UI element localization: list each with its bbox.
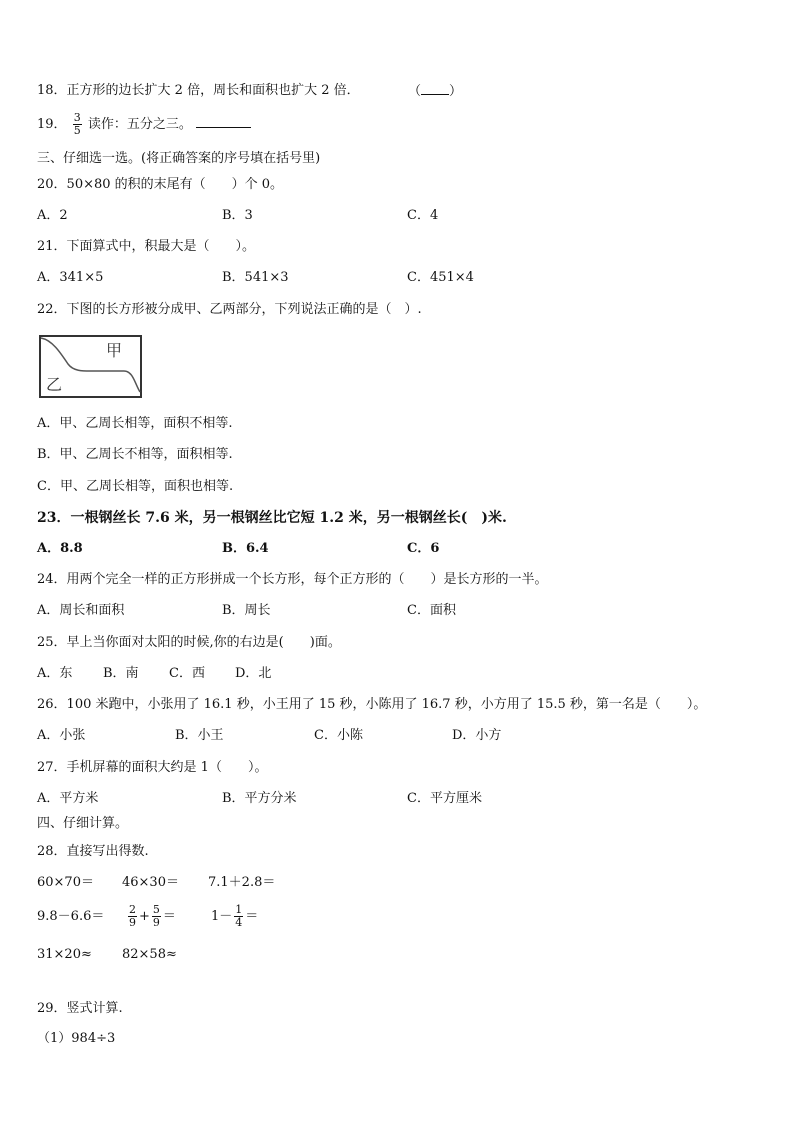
option-21-c[interactable]: C．451×4 <box>407 270 474 285</box>
option-20-b[interactable]: B．3 <box>222 208 253 223</box>
option-24-a[interactable]: A．周长和面积 <box>37 603 125 618</box>
question-29-sub-1: （1）984÷3 <box>37 1031 116 1046</box>
calc-82x58: 82×58≈ <box>122 947 177 962</box>
question-28-text: 28．直接写出得数. <box>37 844 149 859</box>
question-29-text: 29．竖式计算. <box>37 1001 123 1016</box>
rectangle-figure <box>38 334 144 400</box>
label-yi: 乙 <box>46 375 63 394</box>
option-27-a[interactable]: A．平方米 <box>37 791 99 806</box>
option-25-d[interactable]: D．北 <box>235 666 272 681</box>
option-22-a[interactable]: A．甲、乙周长相等，面积不相等. <box>37 416 233 431</box>
option-20-c[interactable]: C．4 <box>407 208 439 223</box>
option-27-c[interactable]: C．平方厘米 <box>407 791 482 806</box>
question-19-number: 19． <box>37 117 67 132</box>
question-22-text: 22．下图的长方形被分成甲、乙两部分，下列说法正确的是（ ）. <box>37 302 422 317</box>
calc-46x30: 46×30＝ <box>122 875 179 890</box>
section-3-heading: 三、仔细选一选。(将正确答案的序号填在括号里) <box>37 151 321 166</box>
question-24-text: 24．用两个完全一样的正方形拼成一个长方形，每个正方形的（ ）是长方形的一半。 <box>37 572 548 587</box>
calc-fraction-sum: $\frac{2}{9}$ + $\frac{5}{9}$ ＝ <box>129 903 176 929</box>
section-4-heading: 四、仔细计算。 <box>37 816 129 831</box>
label-jia: 甲 <box>106 341 123 360</box>
option-23-a[interactable]: A．8.8 <box>37 541 83 556</box>
option-25-b[interactable]: B．南 <box>103 666 139 681</box>
option-21-a[interactable]: A．341×5 <box>37 270 104 285</box>
calc-31x20: 31×20≈ <box>37 947 92 962</box>
option-22-b[interactable]: B．甲、乙周长不相等，面积相等. <box>37 447 233 462</box>
question-25-text: 25．早上当你面对太阳的时候,你的右边是( )面。 <box>37 635 341 650</box>
fraction-three-fifths: $\frac{3}{5}$ <box>73 111 81 137</box>
answer-blank-18[interactable]: （ ） <box>408 84 463 99</box>
option-23-c[interactable]: C．6 <box>407 541 440 556</box>
question-27-text: 27．手机屏幕的面积大约是 1（ ）。 <box>37 760 268 775</box>
question-19 <box>37 112 251 138</box>
option-26-d[interactable]: D．小方 <box>452 728 502 743</box>
option-22-c[interactable]: C．甲、乙周长相等，面积也相等. <box>37 479 234 494</box>
option-25-a[interactable]: A．东 <box>37 666 73 681</box>
option-21-b[interactable]: B．541×3 <box>222 270 289 285</box>
option-26-a[interactable]: A．小张 <box>37 728 86 743</box>
question-21-text: 21．下面算式中，积最大是（ ）。 <box>37 239 256 254</box>
calc-7.1plus2.8: 7.1＋2.8＝ <box>208 875 276 890</box>
option-26-c[interactable]: C．小陈 <box>314 728 363 743</box>
option-27-b[interactable]: B．平方分米 <box>222 791 297 806</box>
option-25-c[interactable]: C．西 <box>169 666 205 681</box>
calc-9.8minus6.6: 9.8－6.6＝ <box>37 909 105 924</box>
question-18-text: 18．正方形的边长扩大 2 倍，周长和面积也扩大 2 倍． <box>37 83 360 98</box>
option-24-c[interactable]: C．面积 <box>407 603 456 618</box>
calc-60x70: 60×70＝ <box>37 875 94 890</box>
option-23-b[interactable]: B．6.4 <box>222 541 269 556</box>
calc-one-minus-quarter: 1－ $\frac{1}{4}$ ＝ <box>211 903 259 929</box>
option-26-b[interactable]: B．小王 <box>175 728 224 743</box>
question-26-text: 26．100 米跑中，小张用了 16.1 秒，小王用了 15 秒，小陈用了 16.7 秒，小方用了 15.5 秒，第一名是（ ）。 <box>37 697 707 712</box>
question-20-text: 20．50×80 的积的末尾有（ ）个 0。 <box>37 177 284 192</box>
question-18 <box>37 82 360 100</box>
question-23-text: 23．一根钢丝长 7.6 米，另一根钢丝比它短 1.2 米，另一根钢丝长( )米. <box>37 510 507 526</box>
option-20-a[interactable]: A．2 <box>37 208 68 223</box>
answer-blank-19[interactable] <box>196 115 251 128</box>
option-24-b[interactable]: B．周长 <box>222 603 271 618</box>
question-19-text: 读作：五分之三。 <box>87 117 192 132</box>
